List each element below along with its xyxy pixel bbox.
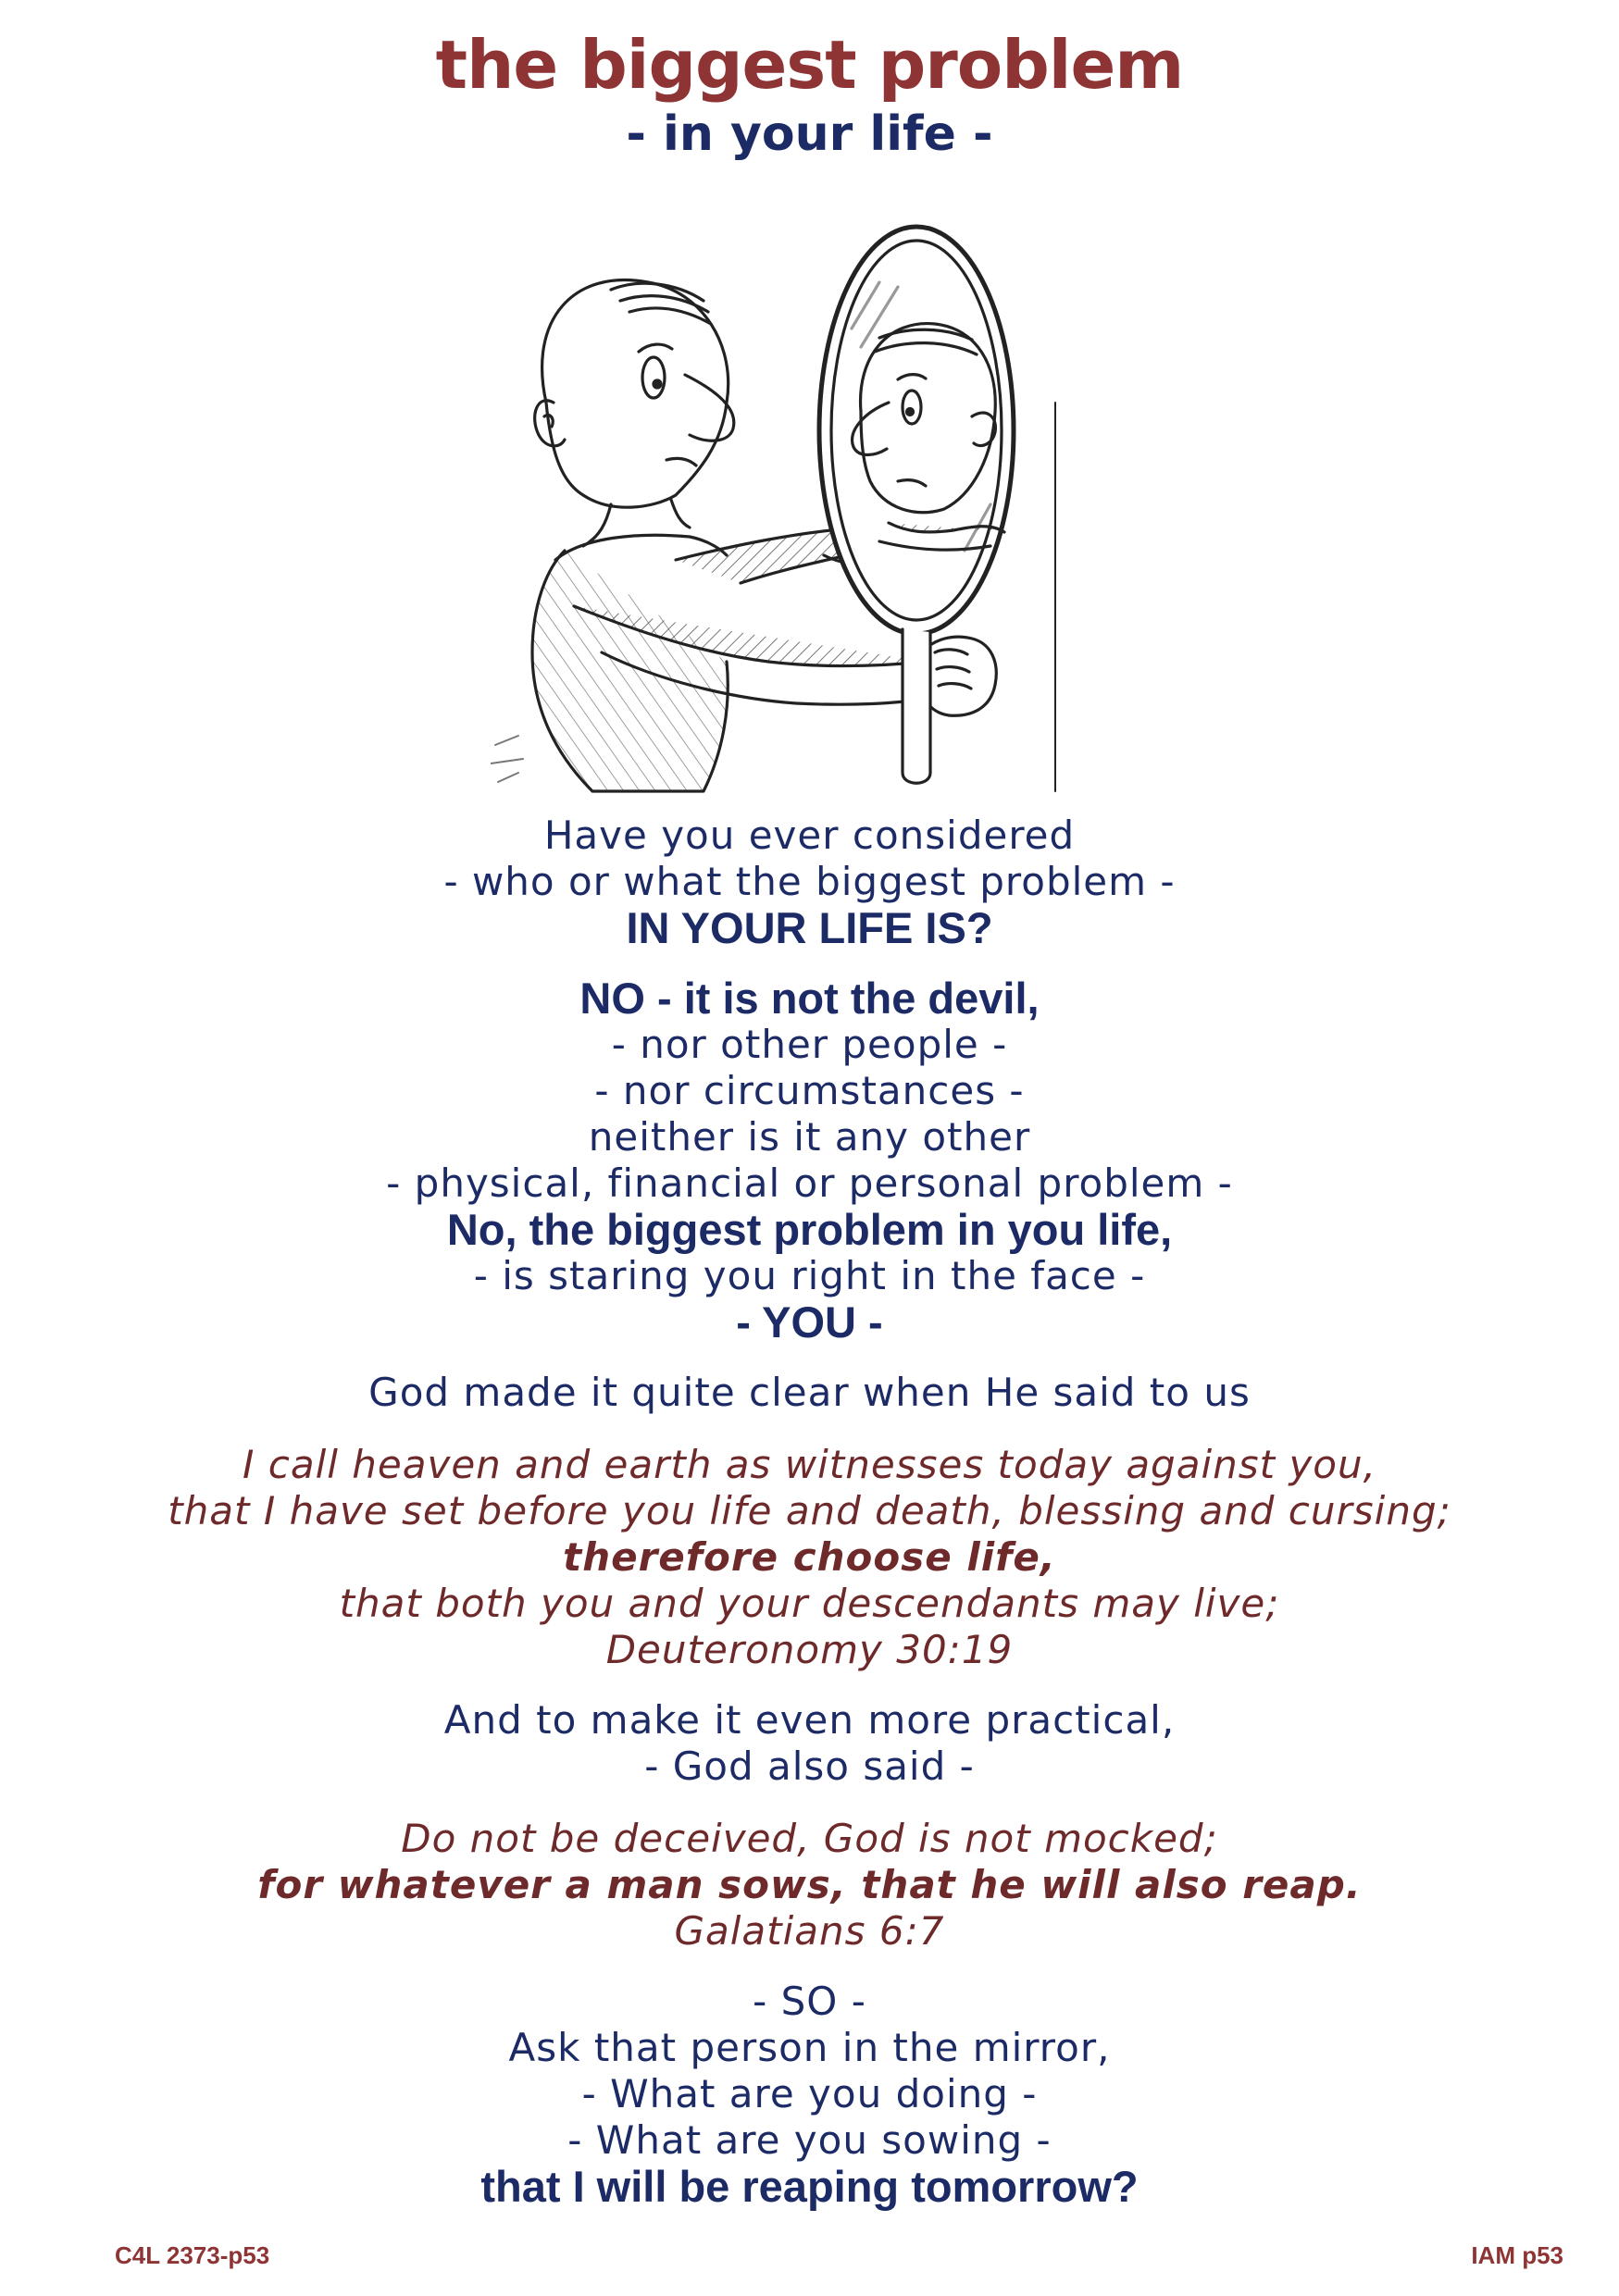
- answer-line-3: - nor circumstances -: [594, 1068, 1025, 1113]
- verse1-reference: Deuteronomy 30:19: [605, 1627, 1014, 1672]
- answer-line-1: NO - it is not the devil,: [579, 974, 1040, 1023]
- answer-line-5: - physical, financial or personal problem -: [386, 1160, 1233, 1206]
- closing-line-5: that I will be reaping tomorrow?: [480, 2162, 1139, 2211]
- page-title: the biggest problem: [435, 26, 1184, 104]
- intro-line-1: Have you ever considered: [543, 813, 1076, 858]
- answer-line-8: - YOU -: [736, 1297, 883, 1347]
- verse1-line-2: that I have set before you life and death, blessing and cursing;: [168, 1488, 1451, 1533]
- man-pointing-at-mirror-illustration: [491, 217, 1129, 800]
- intro-line-2: - who or what the biggest problem -: [443, 859, 1176, 904]
- verse1-line-4: that both you and your descendants may live;: [339, 1581, 1280, 1626]
- closing-line-1: - SO -: [753, 1979, 866, 2024]
- closing-line-4: - What are you sowing -: [567, 2117, 1052, 2163]
- answer-line-7: - is staring you right in the face -: [473, 1253, 1146, 1298]
- verse2-reference: Galatians 6:7: [674, 1908, 945, 1954]
- practical-line-1: And to make it even more practical,: [443, 1697, 1176, 1743]
- closing-line-3: - What are you doing -: [581, 2071, 1038, 2116]
- verse1-line-3: therefore choose life,: [563, 1534, 1056, 1580]
- practical-line-2: - God also said -: [644, 1744, 975, 1789]
- verse2-line-1: Do not be deceived, God is not mocked;: [401, 1816, 1218, 1861]
- answer-line-4: neither is it any other: [588, 1114, 1031, 1160]
- answer-line-6: No, the biggest problem in you life,: [446, 1205, 1173, 1254]
- god-said-line: God made it quite clear when He said to us: [368, 1370, 1251, 1415]
- message-body: [0, 813, 1619, 2210]
- closing-line-2: Ask that person in the mirror,: [508, 2025, 1111, 2070]
- answer-line-2: - nor other people -: [611, 1022, 1008, 1067]
- footer-left-code: C4L 2373-p53: [115, 2241, 270, 2269]
- footer-right-code: IAM p53: [1471, 2241, 1563, 2269]
- intro-line-3: IN YOUR LIFE IS?: [626, 903, 993, 952]
- verse1-line-1: I call heaven and earth as witnesses today against you,: [243, 1442, 1376, 1487]
- page-subtitle: - in your life -: [626, 106, 993, 162]
- verse2-line-2: for whatever a man sows, that he will also reap.: [257, 1862, 1362, 1907]
